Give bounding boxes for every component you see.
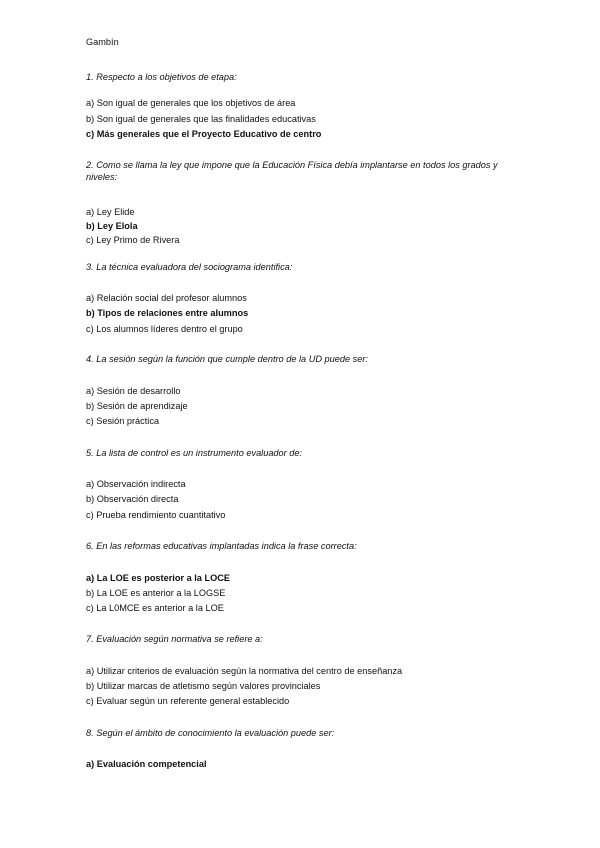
- question-6-option-c: c) La L0MCE es anterior a la LOE: [86, 603, 224, 613]
- question-2-prompt: 2. Como se llama la ley que impone que la Educación Física debía implantarse en todos los grados y niveles:: [86, 160, 498, 182]
- question-5-option-a: a) Observación indirecta: [86, 479, 186, 489]
- author-name: Gambín: [86, 37, 119, 47]
- question-4-option-c: c) Sesión práctica: [86, 416, 160, 426]
- question-7-option-a: a) Utilizar criterios de evaluación según la normativa del centro de enseñanza: [86, 666, 403, 676]
- question-3-option-b-correct: b) Tipos de relaciones entre alumnos: [86, 308, 249, 318]
- question-7-option-c: c) Evaluar según un referente general establecido: [86, 696, 290, 706]
- question-1-option-a: a) Son igual de generales que los objetivos de área: [86, 98, 296, 108]
- question-7-option-b: b) Utilizar marcas de atletismo según valores provinciales: [86, 681, 321, 691]
- question-4-option-b: b) Sesión de aprendizaje: [86, 401, 188, 411]
- question-1-option-b: b) Son igual de generales que las finalidades educativas: [86, 114, 316, 124]
- question-3-option-a: a) Relación social del profesor alumnos: [86, 293, 247, 303]
- question-6-option-a-correct: a) La LOE es posterior a la LOCE: [86, 573, 230, 583]
- question-4-prompt: 4. La sesión según la función que cumple dentro de la UD puede ser:: [86, 354, 368, 364]
- question-6-prompt: 6. En las reformas educativas implantadas indica la frase correcta:: [86, 541, 357, 551]
- question-2-option-a: a) Ley Elide: [86, 207, 135, 217]
- question-6-option-b: b) La LOE es anterior a la LOGSE: [86, 588, 226, 598]
- question-3-prompt: 3. La técnica evaluadora del sociograma identifica:: [86, 262, 293, 272]
- question-4-option-a: a) Sesión de desarrollo: [86, 386, 181, 396]
- question-8-option-a-correct: a) Evaluación competencial: [86, 759, 207, 769]
- question-7-prompt: 7. Evaluación según normativa se refiere a:: [86, 634, 263, 644]
- question-5-option-b: b) Observación directa: [86, 494, 179, 504]
- question-5-prompt: 5. La lista de control es un instrumento evaluador de:: [86, 448, 303, 458]
- question-3-option-c: c) Los alumnos líderes dentro el grupo: [86, 324, 243, 334]
- question-2-option-c: c) Ley Primo de Rivera: [86, 235, 180, 245]
- question-2-option-b-correct: b) Ley Elola: [86, 221, 138, 231]
- question-5-option-c: c) Prueba rendimiento cuantitativo: [86, 510, 226, 520]
- question-1-option-c-correct: c) Más generales que el Proyecto Educativo de centro: [86, 129, 322, 139]
- question-1-prompt: 1. Respecto a los objetivos de etapa:: [86, 72, 237, 82]
- question-8-prompt: 8. Según el ámbito de conocimiento la evaluación puede ser:: [86, 728, 335, 738]
